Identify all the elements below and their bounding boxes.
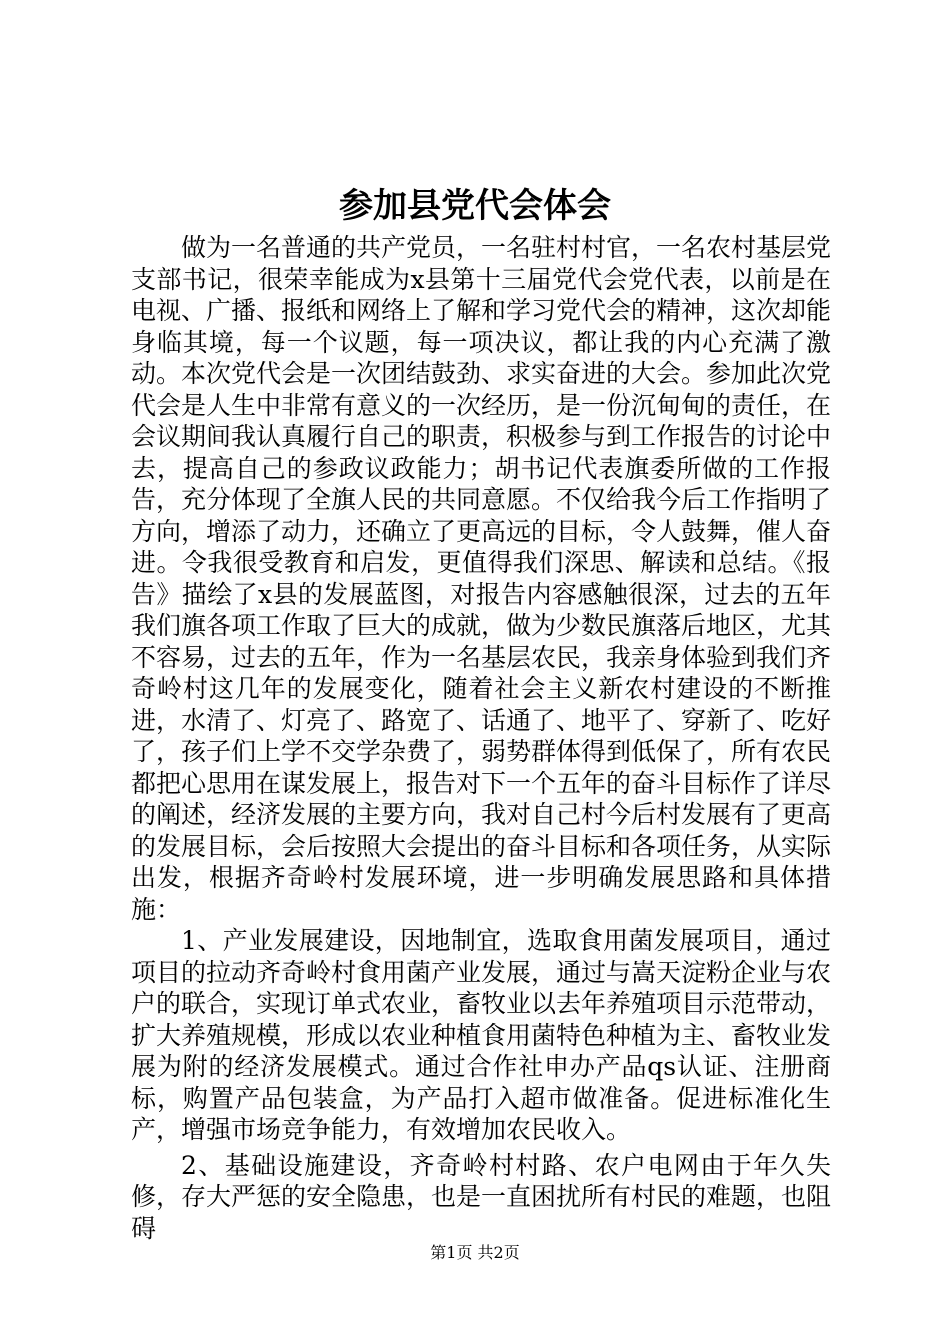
paragraph-infrastructure: 2、基础设施建设，齐奇岭村村路、农户电网由于年久失修，存大严惩的安全隐患，也是一直困扰所有村民的难题，也阻碍 [131,1150,832,1243]
paragraph-intro: 做为一名普通的共产党员，一名驻村村官，一名农村基层党支部书记，很荣幸能成为x县第十三届党代会党代表，以前是在电视、广播、报纸和网络上了解和学习党代会的精神，这次却能身临其境，每一个议题，每一项决议，都让我的内心充满了激动。本次党代会是一次团结鼓劲、求实奋进的大会。参加此次党代会是人生中非常有意义的一次经历，是一份沉甸甸的责任，在会议期间我认真履行自己的职责，积极参与到工作报告的讨论中去，提高自己的参政议政能力；胡书记代表旗委所做的工作报告，充分体现了全旗人民的共同意愿。不仅给我今后工作指明了方向，增添了动力，还确立了更高远的目标，令人鼓舞，催人奋进。令我很受教育和启发，更值得我们深思、解读和总结。《报告》描绘了x县的发展蓝图，对报告内容感触很深，过去的五年我们旗各项工作取了巨大的成就，做为少数民旗落后地区，尤其不容易，过去的五年，作为一名基层农民，我亲身体验到我们齐奇岭村这几年的发展变化，随着社会主义新农村建设的不断推进，水清了、灯亮了、路宽了、话通了、地平了、穿新了、吃好了，孩子们上学不交学杂费了，弱势群体得到低保了，所有农民都把心思用在谋发展上，报告对下一个五年的奋斗目标作了详尽的阐述，经济发展的主要方向，我对自己村今后村发展有了更高的发展目标，会后按照大会提出的奋斗目标和各项任务，从实际出发，根据齐奇岭村发展环境，进一步明确发展思路和具体措施： [131,233,832,924]
document-title: 参加县党代会体会 [339,186,611,226]
document-body [131,232,831,1244]
page-footer: 第1页 共2页 [430,1243,520,1262]
paragraph-industry: 1、产业发展建设，因地制宜，选取食用菌发展项目，通过项目的拉动齐奇岭村食用菌产业发展，通过与嵩天淀粉企业与农户的联合，实现订单式农业，畜牧业以去年养殖项目示范带动，扩大养殖规模，形成以农业种植食用菌特色种植为主、畜牧业发展为附的经济发展模式。通过合作社申办产品qs认证、注册商标，购置产品包装盒，为产品打入超市做准备。促进标准化生产，增强市场竞争能力，有效增加农民收入。 [131,926,832,1144]
